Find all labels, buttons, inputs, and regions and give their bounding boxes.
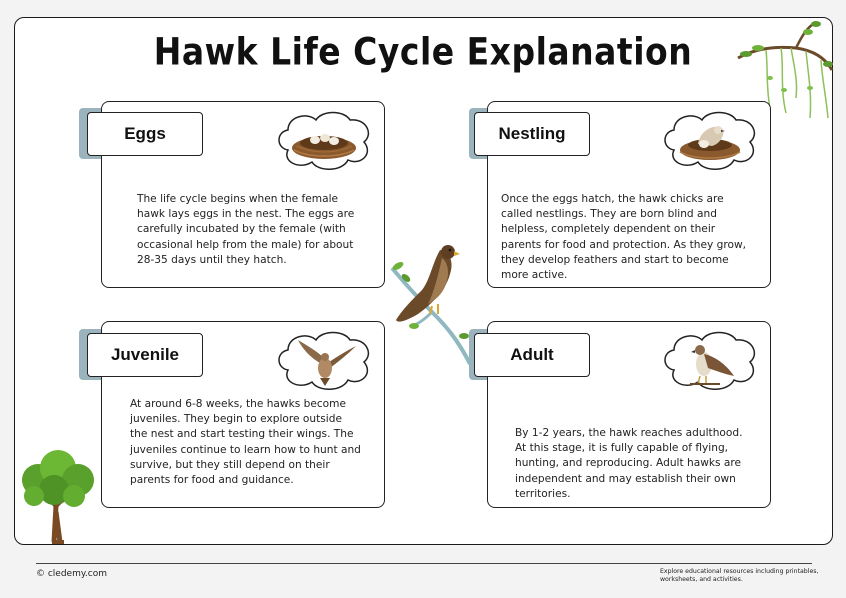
juvenile-hawk-icon — [274, 330, 374, 396]
nestling-nest-icon — [660, 110, 760, 176]
footer-divider — [36, 563, 812, 564]
stage-text-nestling: Once the eggs hatch, the hawk chicks are called nestlings. They are born blind and helpless, completely dependent on their parents for food and protection. As they grow, they develop feathers and start to become more active. — [501, 193, 746, 282]
tree-decoration-icon — [16, 446, 100, 544]
stage-label-adult: Adult — [474, 333, 590, 377]
adult-hawk-icon — [660, 330, 760, 396]
stage-text-juvenile: At around 6-8 weeks, the hawks become juveniles. They begin to explore outside the nest and start testing their wings. The juveniles continue to learn how to hunt and survive, but they still depend on their parents for food and guidance. — [130, 398, 361, 487]
stage-label-nestling: Nestling — [474, 112, 590, 156]
stage-label-eggs: Eggs — [87, 112, 203, 156]
center-hawk-icon — [388, 240, 480, 368]
footer-copyright: © cledemy.com — [36, 569, 107, 579]
eggs-nest-icon — [274, 110, 374, 176]
stage-label-juvenile: Juvenile — [87, 333, 203, 377]
page-title: Hawk Life Cycle Explanation — [153, 29, 693, 74]
footer-tagline: Explore educational resources including printables, worksheets, and activities. — [660, 568, 819, 583]
stage-text-adult: By 1-2 years, the hawk reaches adulthood. At this stage, it is fully capable of flying, hunting, and reproducing. Adult hawks are independent and may establish their own territories. — [515, 427, 743, 500]
stage-text-eggs: The life cycle begins when the female hawk lays eggs in the nest. The eggs are carefully incubated by the female (with occasional help from the male) for about 28-35 days until they hatch. — [137, 193, 355, 266]
